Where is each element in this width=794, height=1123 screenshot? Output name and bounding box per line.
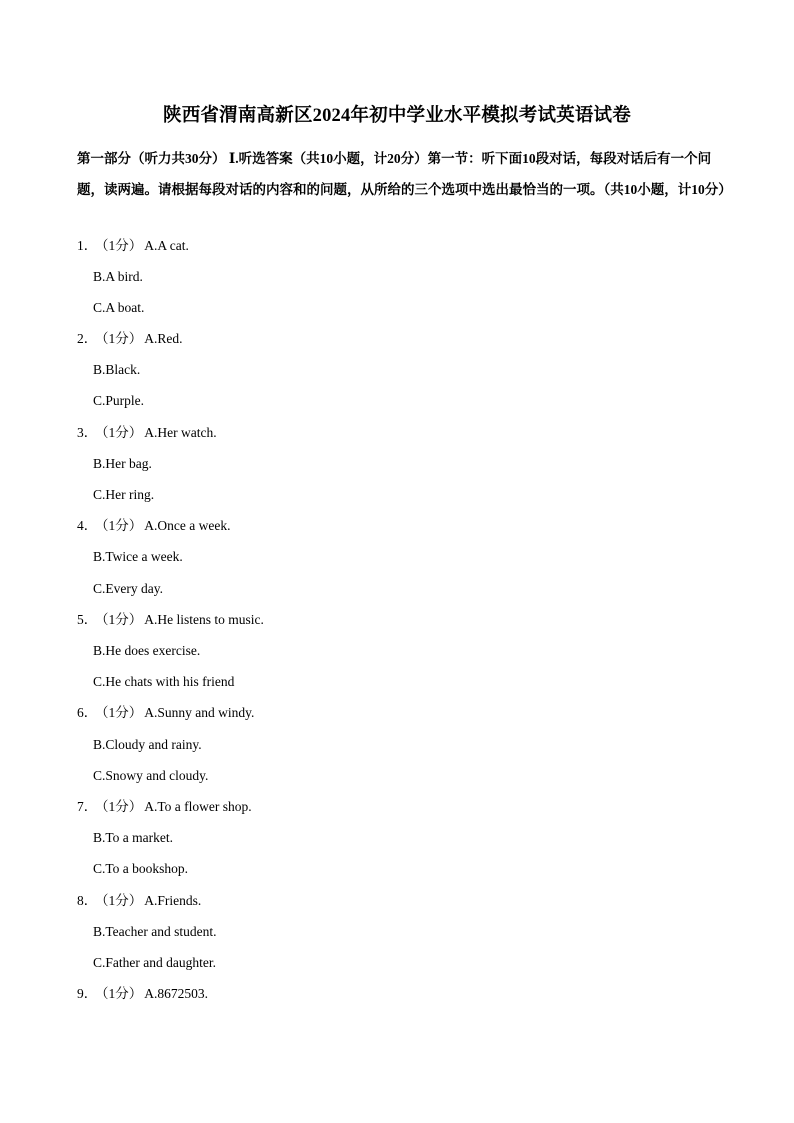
question-6 [77,704,254,722]
question-7 [77,798,252,816]
option-b: B.He does exercise. [93,643,201,658]
question-5 [77,611,264,629]
question-number: 5． [77,612,98,627]
option-c: C.Father and daughter. [93,955,216,970]
option-b: B.Teacher and student. [93,924,217,939]
option-c: C.Her ring. [93,487,155,502]
question-4 [77,517,230,535]
question-number: 8． [77,893,98,908]
option-c: C.Snowy and cloudy. [93,768,209,783]
option-a: A.Once a week. [144,518,231,533]
option-a: A.He listens to music. [144,612,264,627]
question-2 [77,330,183,348]
page-title: 陕西省渭南高新区2024年初中学业水平模拟考试英语试卷 [163,106,631,126]
option-a: A.To a flower shop. [144,799,252,814]
option-c: C.A boat. [93,300,145,315]
question-number: 1． [77,238,98,253]
question-1 [77,237,189,255]
question-number: 4． [77,518,98,533]
question-score: （1分） [95,425,143,440]
option-c: C.To a bookshop. [93,861,189,876]
question-score: （1分） [95,518,143,533]
question-score: （1分） [95,331,143,346]
question-number: 9． [77,986,98,1001]
question-number: 2． [77,331,98,346]
question-number: 3． [77,425,98,440]
question-8 [77,892,201,910]
option-b: B.Twice a week. [93,549,183,564]
option-b: B.To a market. [93,830,174,845]
option-b: B.Black. [93,362,141,377]
option-a: A.A cat. [144,238,189,253]
option-a: A.Sunny and windy. [144,705,255,720]
option-c: C.He chats with his friend [93,674,235,689]
question-9 [77,985,208,1003]
question-3 [77,424,217,442]
option-a: A.Friends. [144,893,202,908]
option-b: B.A bird. [93,269,143,284]
question-score: （1分） [95,612,143,627]
question-number: 7． [77,799,98,814]
question-score: （1分） [95,893,143,908]
question-number: 6． [77,705,98,720]
section-instructions: 第一部分（听力共30分） Ⅰ.听选答案（共10小题，计20分）第一节：听下面10段对话，每段对话后有一个问题，读两遍。请根据每段对话的内容和的问题，从所给的三个选项中选出最恰当的一项。（共10小题，计10分） [77,151,732,197]
option-b: B.Cloudy and rainy. [93,737,202,752]
question-score: （1分） [95,238,143,253]
option-b: B.Her bag. [93,456,152,471]
option-a: A.Red. [144,331,183,346]
option-c: C.Purple. [93,393,145,408]
question-score: （1分） [95,799,143,814]
question-score: （1分） [95,986,143,1001]
option-a: A.Her watch. [144,425,217,440]
question-score: （1分） [95,705,143,720]
option-a: A.8672503. [144,986,208,1001]
option-c: C.Every day. [93,581,163,596]
